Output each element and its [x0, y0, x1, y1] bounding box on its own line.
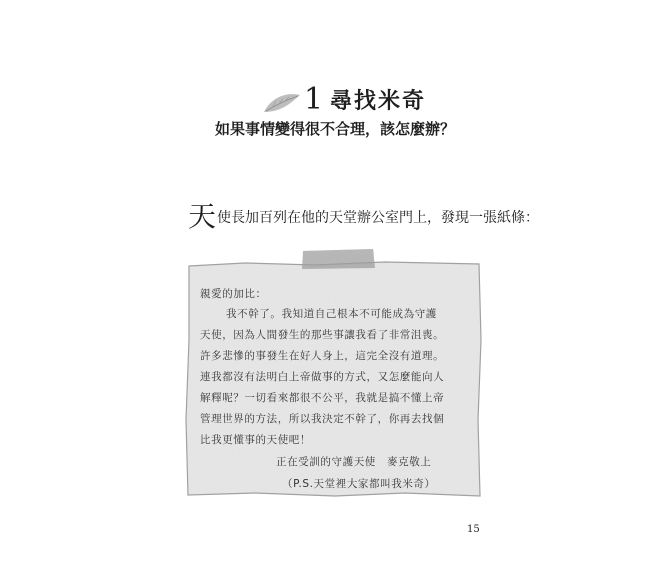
- note-line: 許多悲慘的事發生在好人身上，這完全沒有道理。: [200, 350, 445, 362]
- note-greeting: 親愛的加比：: [200, 288, 267, 300]
- note-line: 我不幹了。我知道自己根本不可能成為守護: [226, 308, 437, 320]
- tape-strip: [300, 248, 376, 270]
- note-line: 解釋呢？一切看來都很不公平，我就是搞不懂上帝: [200, 392, 445, 404]
- note-line: 天使，因為人間發生的那些事讓我看了非常沮喪。: [200, 329, 445, 341]
- intro-paragraph: [188, 200, 540, 233]
- chapter-title: 尋找米奇: [330, 89, 427, 114]
- chapter-number: 1: [304, 82, 324, 117]
- note-line: 連我都沒有法明白上帝做事的方式，又怎麼能向人: [200, 371, 445, 383]
- chapter-subtitle: 如果事情變得很不合理，該怎麼辦？: [214, 120, 455, 138]
- leaf-ornament-icon: [262, 92, 302, 116]
- note-line: 比我更懂事的天使吧！: [200, 434, 311, 446]
- note-postscript: （P.S.天堂裡大家都叫我米奇）: [282, 478, 436, 490]
- drop-cap: 天: [188, 200, 217, 233]
- note-signature: 正在受訓的守護天使 麥克敬上: [276, 456, 432, 468]
- note-line: 管理世界的方法，所以我決定不幹了，你再去找個: [200, 413, 445, 425]
- intro-text: 使長加百列在他的天堂辦公室門上，發現一張紙條：: [217, 210, 540, 226]
- chapter-heading: [0, 82, 670, 118]
- page-number: 15: [467, 524, 480, 535]
